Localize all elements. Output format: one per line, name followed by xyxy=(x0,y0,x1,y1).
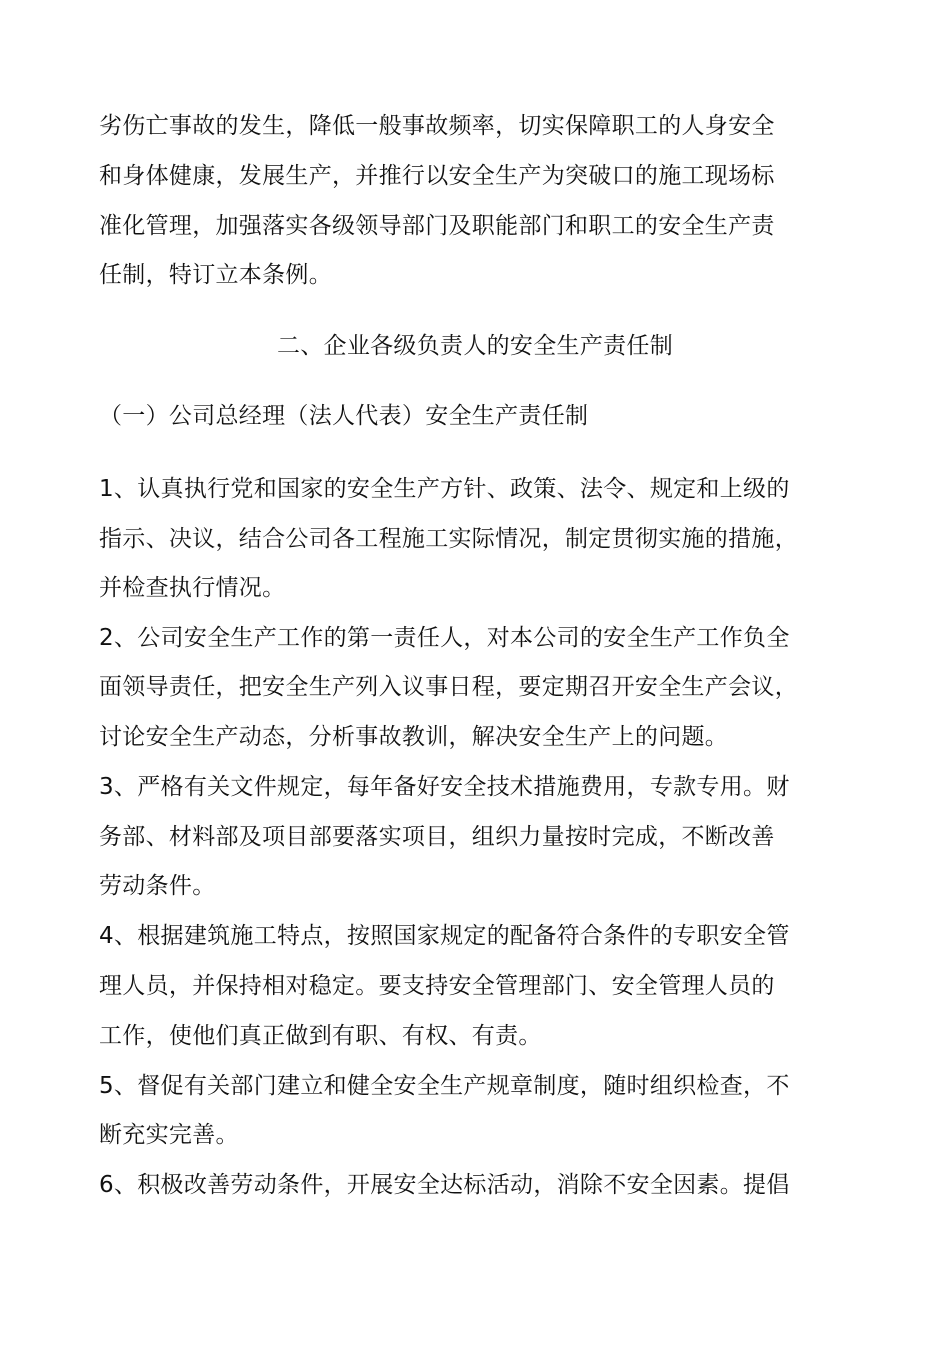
item-line-3: 并检查执行情况。 xyxy=(99,575,286,601)
item-line-13: 5、督促有关部门建立和健全安全生产规章制度，随时组织检查，不 xyxy=(99,1073,790,1099)
intro-line-2: 和身体健康，发展生产，并推行以安全生产为突破口的施工现场标 xyxy=(99,163,775,189)
subsection-title: （一）公司总经理（法人代表）安全生产责任制 xyxy=(99,403,589,429)
item-line-7: 3、严格有关文件规定，每年备好安全技术措施费用，专款专用。财 xyxy=(99,774,790,800)
intro-line-3: 准化管理，加强落实各级领导部门及职能部门和职工的安全生产责 xyxy=(99,213,775,239)
intro-line-1: 劣伤亡事故的发生，降低一般事故频率，切实保障职工的人身安全 xyxy=(99,113,775,139)
item-line-10: 4、根据建筑施工特点，按照国家规定的配备符合条件的专职安全管 xyxy=(99,923,790,949)
item-line-5: 面领导责任，把安全生产列入议事日程，要定期召开安全生产会议， xyxy=(99,674,798,700)
item-line-6: 讨论安全生产动态，分析事故教训，解决安全生产上的问题。 xyxy=(99,724,729,750)
item-line-15: 6、积极改善劳动条件，开展安全达标活动，消除不安全因素。提倡 xyxy=(99,1172,790,1198)
item-line-8: 务部、材料部及项目部要落实项目，组织力量按时完成，不断改善 xyxy=(99,824,775,850)
item-line-4: 2、公司安全生产工作的第一责任人，对本公司的安全生产工作负全 xyxy=(99,625,790,651)
item-line-9: 劳动条件。 xyxy=(99,873,216,899)
item-line-14: 断充实完善。 xyxy=(99,1122,239,1148)
item-line-12: 工作，使他们真正做到有职、有权、有责。 xyxy=(99,1023,542,1049)
item-line-2: 指示、决议，结合公司各工程施工实际情况，制定贯彻实施的措施， xyxy=(99,526,798,552)
item-line-11: 理人员，并保持相对稳定。要支持安全管理部门、安全管理人员的 xyxy=(99,973,775,999)
item-line-1: 1、认真执行党和国家的安全生产方针、政策、法令、规定和上级的 xyxy=(99,476,790,502)
section-title: 二、企业各级负责人的安全生产责任制 xyxy=(276,333,674,359)
intro-line-4: 任制，特订立本条例。 xyxy=(99,262,332,288)
